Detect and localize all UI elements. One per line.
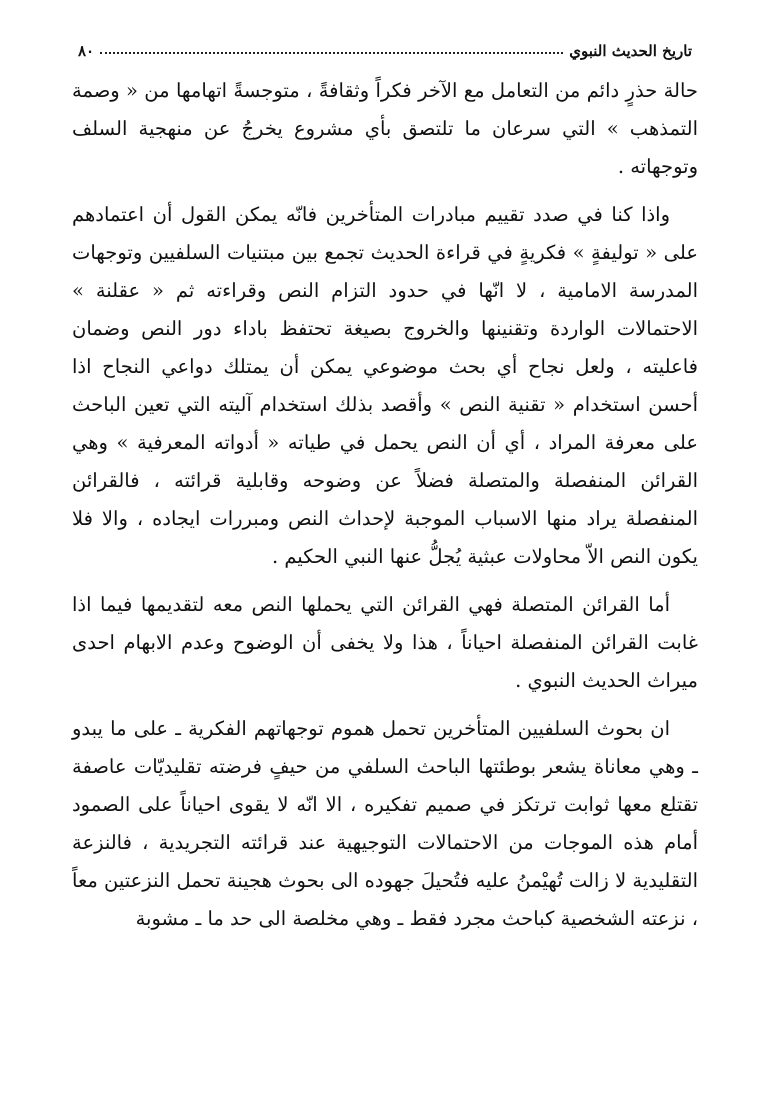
leader-dots [100,52,563,54]
book-page [72,28,698,948]
running-header [72,28,698,60]
paragraph-2: واذا كنا في صدد تقييم مبادرات المتأخرين فانّه يمكن القول أن اعتمادهم على « توليفةٍ » فكريةٍ في قراءة الحديث تجمع بين مبتنيات السلفيين وتوجهات المدرسة الامامية ، لا انّها في حدود التزام النص وقراءته ثم « عقلنة » الاحتمالات الواردة وتقنينها والخروج بصيغة تحتفظ باداء دور النص وضمان فاعليته ، ولعل نجاح أي بحث موضوعي يمكن أن يمتلك دواعي النجاح اذا أحسن استخدام « تقنية النص » وأقصد بذلك استخدام آليته التي تعين الباحث على معرفة المراد ، أي أن النص يحمل في طياته « أدواته المعرفية » وهي القرائن المنفصلة والمتصلة فضلاً عن وضوحه وقابلية قرائته ، فالقرائن المنفصلة يراد منها الاسباب الموجبة لإحداث النص ومبررات ايجاده ، والا فلا يكون النص الاّ محاولات عبثية يُجلُّ عنها النبي الحكيم . [72,203,698,568]
body-text [72,72,698,938]
paragraph-3: أما القرائن المتصلة فهي القرائن التي يحملها النص معه لتقديمها فيما اذا غابت القرائن المنفصلة احياناً ، هذا ولا يخفى أن الوضوح وعدم الابهام احدى ميراث الحديث النبوي . [72,593,698,692]
paragraph-4: ان بحوث السلفيين المتأخرين تحمل هموم توجهاتهم الفكرية ـ على ما يبدو ـ وهي معاناة يشعر بوطئتها الباحث السلفي من حيفٍ فرضته تقليديّات عاصفة تقتلع معها ثوابت ترتكز في صميم تفكيره ، الا انّه لا يقوى احياناً على الصمود أمام هذه الموجات من الاحتمالات التوجيهية عند قرائته التجريدية ، فالنزعة التقليدية لا زالت تُهيْمنُ عليه فتُحيلَ جهوده الى بحوث هجينة تحمل النزعتين معاً ، نزعته الشخصية كباحث مجرد فقط ـ وهي مخلصة الى حد ما ـ مشوبة [72,717,698,930]
page-number: ٨٠ [78,42,95,60]
running-title: تاريخ الحديث النبوي [569,42,692,60]
paragraph-1: حالة حذرٍ دائم من التعامل مع الآخر فكراً وثقافةً ، متوجسةً اتهامها من « وصمة التمذهب » التي سرعان ما تلتصق بأي مشروع يخرجُ عن منهجية السلف وتوجهاته . [72,79,698,178]
